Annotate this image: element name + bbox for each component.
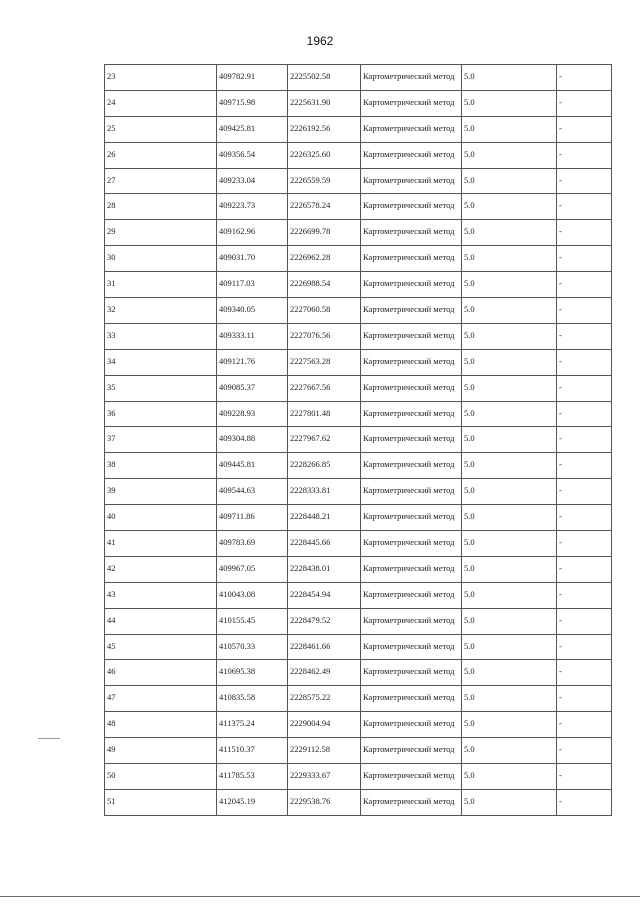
description-cell: -	[557, 427, 612, 453]
y-coordinate-cell: 2225502.58	[288, 65, 361, 91]
point-number-cell: 34	[105, 349, 217, 375]
table-row	[105, 634, 612, 660]
table-row	[105, 349, 612, 375]
x-coordinate-cell: 412045.19	[217, 789, 288, 815]
table-row	[105, 479, 612, 505]
description-cell: -	[557, 246, 612, 272]
y-coordinate-cell: 2225631.90	[288, 90, 361, 116]
point-number-cell: 38	[105, 453, 217, 479]
x-coordinate-cell: 409162.96	[217, 220, 288, 246]
y-coordinate-cell: 2227076.56	[288, 323, 361, 349]
table-row	[105, 90, 612, 116]
point-number-cell: 47	[105, 686, 217, 712]
method-cell: Картометрический метод	[361, 505, 462, 531]
method-cell: Картометрический метод	[361, 246, 462, 272]
point-number-cell: 39	[105, 479, 217, 505]
description-cell: -	[557, 582, 612, 608]
x-coordinate-cell: 410155.45	[217, 608, 288, 634]
method-cell: Картометрический метод	[361, 608, 462, 634]
table-row	[105, 608, 612, 634]
error-cell: 5.0	[462, 712, 557, 738]
x-coordinate-cell: 411785.53	[217, 764, 288, 790]
error-cell: 5.0	[462, 789, 557, 815]
table-row	[105, 556, 612, 582]
point-number-cell: 25	[105, 116, 217, 142]
description-cell: -	[557, 764, 612, 790]
error-cell: 5.0	[462, 220, 557, 246]
description-cell: -	[557, 272, 612, 298]
point-number-cell: 43	[105, 582, 217, 608]
error-cell: 5.0	[462, 401, 557, 427]
point-number-cell: 33	[105, 323, 217, 349]
method-cell: Картометрический метод	[361, 194, 462, 220]
error-cell: 5.0	[462, 556, 557, 582]
method-cell: Картометрический метод	[361, 453, 462, 479]
y-coordinate-cell: 2226988.54	[288, 272, 361, 298]
description-cell: -	[557, 686, 612, 712]
coordinates-table-body	[105, 65, 612, 816]
description-cell: -	[557, 608, 612, 634]
table-row	[105, 220, 612, 246]
error-cell: 5.0	[462, 686, 557, 712]
point-number-cell: 35	[105, 375, 217, 401]
table-row	[105, 194, 612, 220]
point-number-cell: 29	[105, 220, 217, 246]
description-cell: -	[557, 479, 612, 505]
x-coordinate-cell: 409544.63	[217, 479, 288, 505]
point-number-cell: 30	[105, 246, 217, 272]
y-coordinate-cell: 2226192.56	[288, 116, 361, 142]
y-coordinate-cell: 2226559.59	[288, 168, 361, 194]
method-cell: Картометрический метод	[361, 298, 462, 324]
method-cell: Картометрический метод	[361, 142, 462, 168]
method-cell: Картометрический метод	[361, 116, 462, 142]
y-coordinate-cell: 2226962.28	[288, 246, 361, 272]
point-number-cell: 28	[105, 194, 217, 220]
method-cell: Картометрический метод	[361, 789, 462, 815]
table-row	[105, 65, 612, 91]
y-coordinate-cell: 2228454.94	[288, 582, 361, 608]
y-coordinate-cell: 2228462.49	[288, 660, 361, 686]
y-coordinate-cell: 2228445.66	[288, 531, 361, 557]
y-coordinate-cell: 2229538.76	[288, 789, 361, 815]
point-number-cell: 42	[105, 556, 217, 582]
x-coordinate-cell: 410570.33	[217, 634, 288, 660]
error-cell: 5.0	[462, 608, 557, 634]
error-cell: 5.0	[462, 246, 557, 272]
table-row	[105, 246, 612, 272]
point-number-cell: 49	[105, 738, 217, 764]
error-cell: 5.0	[462, 168, 557, 194]
table-row	[105, 505, 612, 531]
error-cell: 5.0	[462, 660, 557, 686]
x-coordinate-cell: 409340.05	[217, 298, 288, 324]
point-number-cell: 41	[105, 531, 217, 557]
point-number-cell: 37	[105, 427, 217, 453]
method-cell: Картометрический метод	[361, 349, 462, 375]
method-cell: Картометрический метод	[361, 660, 462, 686]
description-cell: -	[557, 194, 612, 220]
description-cell: -	[557, 349, 612, 375]
table-row	[105, 660, 612, 686]
description-cell: -	[557, 789, 612, 815]
method-cell: Картометрический метод	[361, 712, 462, 738]
margin-mark	[38, 738, 60, 739]
y-coordinate-cell: 2228266.85	[288, 453, 361, 479]
description-cell: -	[557, 556, 612, 582]
y-coordinate-cell: 2226699.78	[288, 220, 361, 246]
point-number-cell: 26	[105, 142, 217, 168]
description-cell: -	[557, 738, 612, 764]
y-coordinate-cell: 2229004.94	[288, 712, 361, 738]
table-row	[105, 401, 612, 427]
x-coordinate-cell: 409117.03	[217, 272, 288, 298]
x-coordinate-cell: 409333.11	[217, 323, 288, 349]
y-coordinate-cell: 2227801.48	[288, 401, 361, 427]
description-cell: -	[557, 65, 612, 91]
point-number-cell: 48	[105, 712, 217, 738]
table-row	[105, 323, 612, 349]
description-cell: -	[557, 220, 612, 246]
y-coordinate-cell: 2226578.24	[288, 194, 361, 220]
method-cell: Картометрический метод	[361, 634, 462, 660]
y-coordinate-cell: 2228461.66	[288, 634, 361, 660]
method-cell: Картометрический метод	[361, 427, 462, 453]
x-coordinate-cell: 409031.70	[217, 246, 288, 272]
x-coordinate-cell: 409715.98	[217, 90, 288, 116]
y-coordinate-cell: 2228448.21	[288, 505, 361, 531]
x-coordinate-cell: 409782.91	[217, 65, 288, 91]
description-cell: -	[557, 505, 612, 531]
point-number-cell: 32	[105, 298, 217, 324]
y-coordinate-cell: 2227563.28	[288, 349, 361, 375]
table-row	[105, 427, 612, 453]
error-cell: 5.0	[462, 349, 557, 375]
x-coordinate-cell: 409304.88	[217, 427, 288, 453]
point-number-cell: 24	[105, 90, 217, 116]
method-cell: Картометрический метод	[361, 272, 462, 298]
description-cell: -	[557, 142, 612, 168]
x-coordinate-cell: 411510.37	[217, 738, 288, 764]
x-coordinate-cell: 409445.81	[217, 453, 288, 479]
method-cell: Картометрический метод	[361, 168, 462, 194]
error-cell: 5.0	[462, 764, 557, 790]
description-cell: -	[557, 531, 612, 557]
coordinates-table	[104, 64, 612, 816]
description-cell: -	[557, 401, 612, 427]
error-cell: 5.0	[462, 634, 557, 660]
x-coordinate-cell: 409356.54	[217, 142, 288, 168]
point-number-cell: 31	[105, 272, 217, 298]
x-coordinate-cell: 409223.73	[217, 194, 288, 220]
point-number-cell: 50	[105, 764, 217, 790]
method-cell: Картометрический метод	[361, 65, 462, 91]
y-coordinate-cell: 2228438.01	[288, 556, 361, 582]
x-coordinate-cell: 409967.05	[217, 556, 288, 582]
table-row	[105, 298, 612, 324]
description-cell: -	[557, 712, 612, 738]
point-number-cell: 40	[105, 505, 217, 531]
y-coordinate-cell: 2226325.60	[288, 142, 361, 168]
table-row	[105, 686, 612, 712]
y-coordinate-cell: 2229333.67	[288, 764, 361, 790]
method-cell: Картометрический метод	[361, 764, 462, 790]
x-coordinate-cell: 409783.69	[217, 531, 288, 557]
table-row	[105, 168, 612, 194]
table-row	[105, 531, 612, 557]
method-cell: Картометрический метод	[361, 323, 462, 349]
x-coordinate-cell: 409228.93	[217, 401, 288, 427]
x-coordinate-cell: 409085.37	[217, 375, 288, 401]
y-coordinate-cell: 2228575.22	[288, 686, 361, 712]
y-coordinate-cell: 2228333.81	[288, 479, 361, 505]
x-coordinate-cell: 410043.08	[217, 582, 288, 608]
table-row	[105, 764, 612, 790]
x-coordinate-cell: 411375.24	[217, 712, 288, 738]
error-cell: 5.0	[462, 427, 557, 453]
table-row	[105, 712, 612, 738]
method-cell: Картометрический метод	[361, 90, 462, 116]
error-cell: 5.0	[462, 582, 557, 608]
error-cell: 5.0	[462, 505, 557, 531]
x-coordinate-cell: 410835.58	[217, 686, 288, 712]
point-number-cell: 27	[105, 168, 217, 194]
y-coordinate-cell: 2227667.56	[288, 375, 361, 401]
x-coordinate-cell: 409425.81	[217, 116, 288, 142]
description-cell: -	[557, 90, 612, 116]
error-cell: 5.0	[462, 479, 557, 505]
x-coordinate-cell: 409711.86	[217, 505, 288, 531]
y-coordinate-cell: 2227060.58	[288, 298, 361, 324]
error-cell: 5.0	[462, 738, 557, 764]
description-cell: -	[557, 168, 612, 194]
method-cell: Картометрический метод	[361, 375, 462, 401]
table-row	[105, 582, 612, 608]
point-number-cell: 36	[105, 401, 217, 427]
description-cell: -	[557, 116, 612, 142]
error-cell: 5.0	[462, 194, 557, 220]
point-number-cell: 51	[105, 789, 217, 815]
error-cell: 5.0	[462, 531, 557, 557]
y-coordinate-cell: 2228479.52	[288, 608, 361, 634]
error-cell: 5.0	[462, 323, 557, 349]
description-cell: -	[557, 660, 612, 686]
table-row	[105, 272, 612, 298]
description-cell: -	[557, 323, 612, 349]
table-row	[105, 142, 612, 168]
error-cell: 5.0	[462, 375, 557, 401]
bottom-rule	[0, 896, 640, 897]
error-cell: 5.0	[462, 116, 557, 142]
table-row	[105, 789, 612, 815]
table-row	[105, 453, 612, 479]
page-number: 1962	[306, 34, 334, 48]
description-cell: -	[557, 453, 612, 479]
y-coordinate-cell: 2227967.62	[288, 427, 361, 453]
method-cell: Картометрический метод	[361, 531, 462, 557]
table-row	[105, 375, 612, 401]
method-cell: Картометрический метод	[361, 738, 462, 764]
error-cell: 5.0	[462, 142, 557, 168]
y-coordinate-cell: 2229112.58	[288, 738, 361, 764]
error-cell: 5.0	[462, 453, 557, 479]
x-coordinate-cell: 410695.38	[217, 660, 288, 686]
x-coordinate-cell: 409121.76	[217, 349, 288, 375]
point-number-cell: 23	[105, 65, 217, 91]
error-cell: 5.0	[462, 90, 557, 116]
description-cell: -	[557, 634, 612, 660]
point-number-cell: 45	[105, 634, 217, 660]
method-cell: Картометрический метод	[361, 220, 462, 246]
method-cell: Картометрический метод	[361, 582, 462, 608]
table-row	[105, 116, 612, 142]
error-cell: 5.0	[462, 272, 557, 298]
point-number-cell: 44	[105, 608, 217, 634]
x-coordinate-cell: 409233.04	[217, 168, 288, 194]
method-cell: Картометрический метод	[361, 556, 462, 582]
table-row	[105, 738, 612, 764]
point-number-cell: 46	[105, 660, 217, 686]
method-cell: Картометрический метод	[361, 686, 462, 712]
description-cell: -	[557, 298, 612, 324]
error-cell: 5.0	[462, 298, 557, 324]
error-cell: 5.0	[462, 65, 557, 91]
method-cell: Картометрический метод	[361, 401, 462, 427]
description-cell: -	[557, 375, 612, 401]
method-cell: Картометрический метод	[361, 479, 462, 505]
